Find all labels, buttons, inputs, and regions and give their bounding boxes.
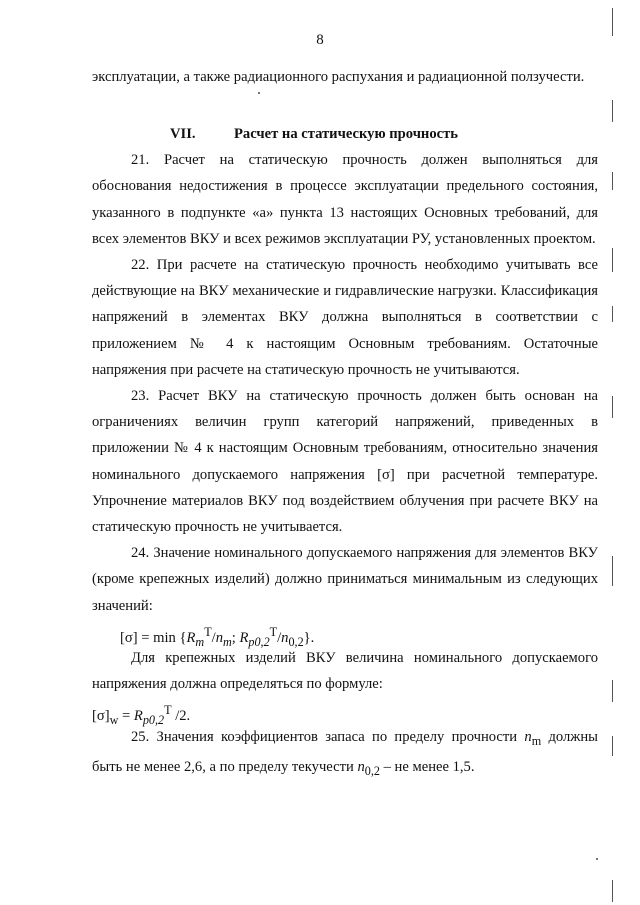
scan-mark (612, 736, 613, 756)
p25-n02-sub: 0,2 (364, 763, 380, 778)
scan-mark (612, 172, 613, 190)
formula2-r-sup: T (164, 703, 172, 718)
scan-mark (612, 248, 613, 272)
p25-nm: n (524, 728, 532, 745)
paragraph-24: 24. Значение номинального допускаемого напряжения для элементов ВКУ (кроме крепежных изделий) должно приниматься минимальным из следующих значений: (92, 545, 598, 614)
scan-mark (612, 100, 613, 122)
scan-dot (258, 92, 260, 94)
formula2-lhs-sub: w (109, 713, 119, 728)
paragraph-25 (92, 724, 598, 784)
formula-r2: R (239, 629, 249, 646)
section-title: Расчет на статическую прочность (234, 126, 459, 143)
formula-r1-sub: m (195, 634, 205, 649)
formula-n1-sub: m (222, 634, 232, 649)
formula-rhs: }. (303, 629, 315, 646)
formula-fastener-stress (92, 697, 598, 728)
formula-n2-sub: 0,2 (288, 634, 304, 649)
formula-sep: ; (231, 629, 240, 646)
section-number: VII. (170, 126, 196, 143)
formula-div2: / (277, 629, 282, 646)
formula-lhs: [σ] = min { (120, 629, 187, 646)
scan-mark (612, 306, 613, 322)
scan-mark (612, 880, 613, 902)
paragraph-23: 23. Расчет ВКУ на статическую прочность должен быть основан на ограничениях величин групп категорий напряжений, приведенных в приложении № 4 к настоящим Основным требованиям, относительно значения номинального допускаемого напряжения [σ] при расчетной температуре. Упрочнение материалов ВКУ под воздействием облучения при расчете ВКУ на статическую прочность не учитывается. (92, 388, 598, 536)
scan-mark (612, 680, 613, 702)
p25-n02: n (357, 758, 365, 775)
formula-n2: n (281, 629, 289, 646)
formula2-rhs: /2. (171, 708, 191, 725)
paragraph-21: 21. Расчет на статическую прочность должен выполняться для обоснования недостижения в процессе эксплуатации предельного состояния, указанного в подпункте «а» пункта 13 настоящих Основных требований, для всех элементов ВКУ и всех режимов эксплуатации РУ, установленных проектом. (92, 152, 598, 247)
section-heading (92, 121, 598, 147)
page-number: 8 (316, 32, 324, 48)
formula2-r-sub: p0,2 (142, 713, 165, 728)
scan-mark (612, 396, 613, 418)
formula2-r: R (133, 708, 143, 725)
formula2-eq: = (118, 708, 134, 725)
formula2-lhs: [σ] (92, 708, 110, 725)
scan-mark (612, 8, 613, 36)
scan-mark (612, 556, 613, 586)
formula-n1: n (215, 629, 223, 646)
scan-dot (596, 858, 598, 860)
intro-paragraph: эксплуатации, а также радиационного распухания и радиационной ползучести. (92, 69, 585, 85)
document-body (92, 64, 598, 784)
paragraph-22: 22. При расчете на статическую прочность необходимо учитывать все действующие на ВКУ механические и гидравлические нагрузки. Классификация напряжений в элементах ВКУ должна выполняться в соответствии с приложением № 4 к настоящим Основным требованиям. Остаточные напряжения при расчете на статическую прочность не учитываются. (92, 257, 598, 378)
p25-part-b: должны быть не менее 2,6, а по пределу текучести (92, 728, 598, 775)
p25-part-a: 25. Значения коэффициентов запаса по пределу прочности (131, 728, 525, 745)
formula-r2-sub: p0,2 (248, 634, 270, 649)
formula-r1-sup: T (204, 624, 212, 639)
paragraph-fasteners: Для крепежных изделий ВКУ величина номинального допускаемого напряжения должна определяться по формуле: (92, 650, 598, 693)
formula-r1: R (186, 629, 196, 646)
formula-allowable-stress (92, 619, 598, 649)
formula-r2-sup: T (269, 624, 278, 639)
formula-div1: / (211, 629, 216, 646)
p25-nm-sub: m (531, 733, 542, 748)
p25-part-c: – не менее 1,5. (379, 758, 475, 775)
